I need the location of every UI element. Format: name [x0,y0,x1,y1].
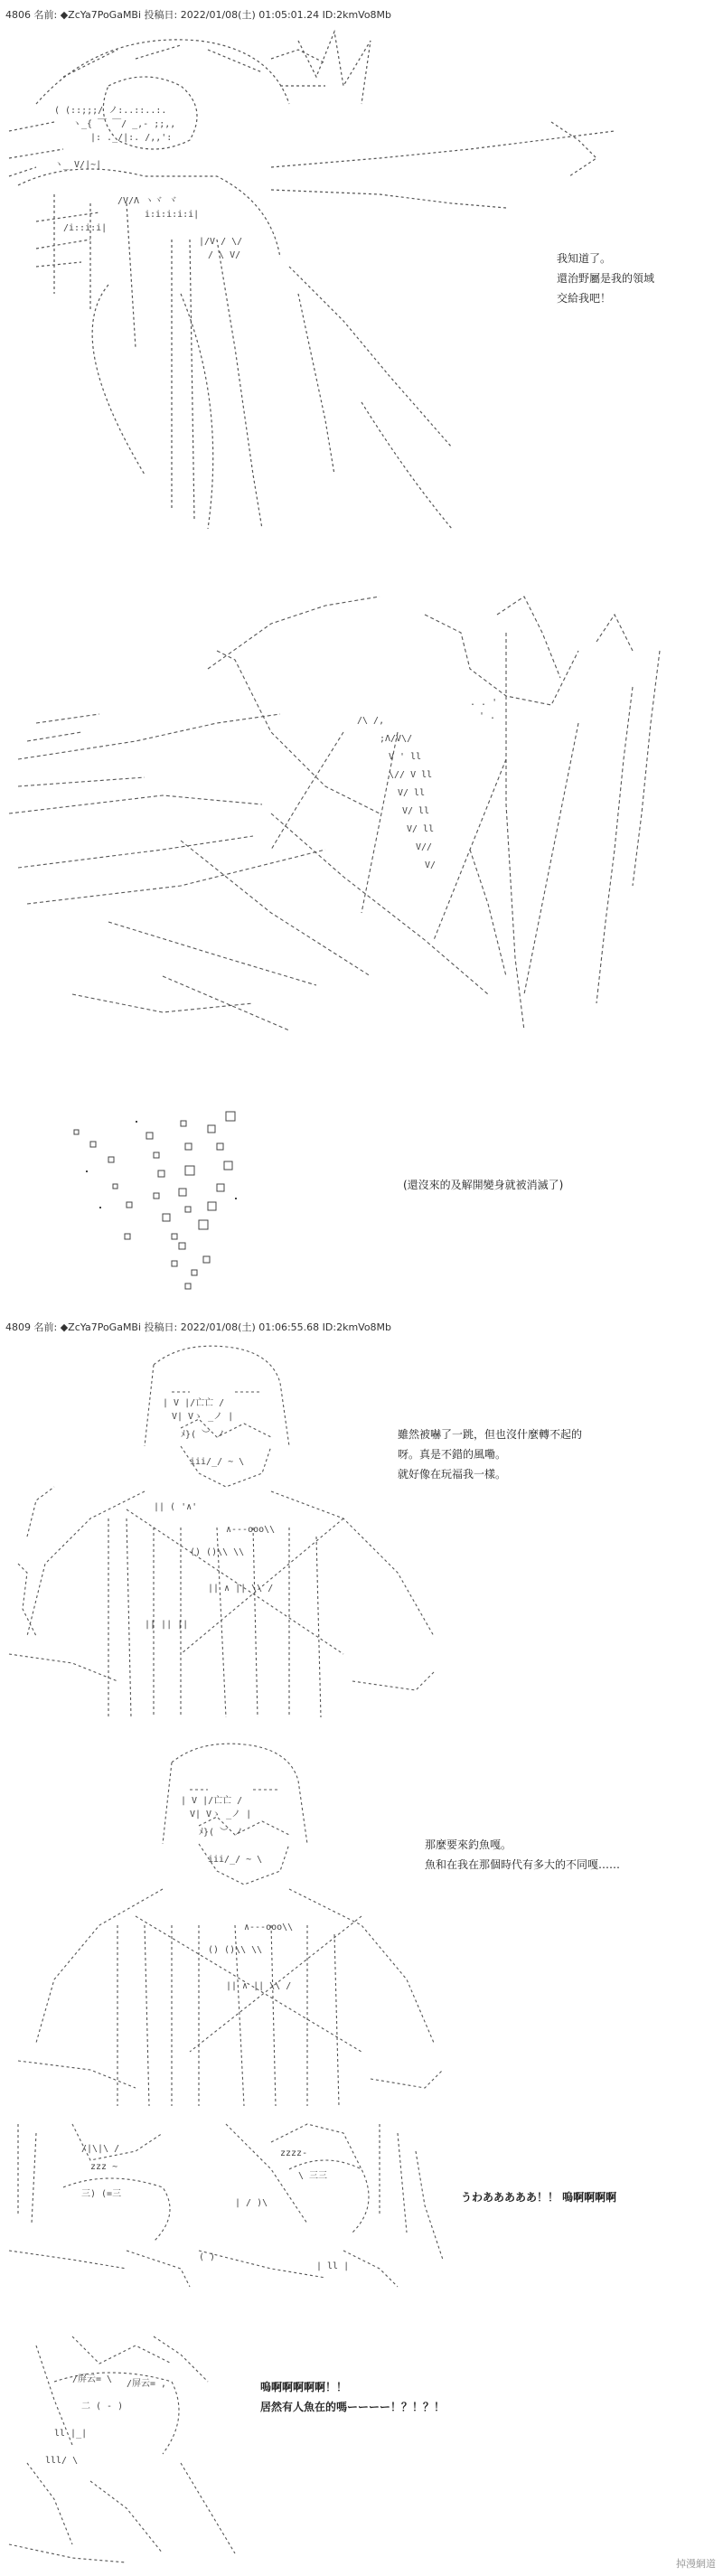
svg-text:V/ ll: V/ ll [398,788,426,798]
svg-text:ﾒ}( ︶ ノ: ﾒ}( ︶ ノ [199,1828,244,1838]
svg-text:() ()\\ \\: () ()\\ \\ [208,1945,263,1955]
shocked-line: 居然有人魚在的嗎ーーーー！？！？！ [260,2401,446,2413]
svg-text:ヽ_{ ￣ ￣/ _,‐ ;;,,: ヽ_{ ￣ ￣/ _,‐ ;;,, [72,119,176,129]
dialogue-line: 就好像在玩福我一樣。 [398,1468,507,1481]
svg-text:V ' ll: V ' ll [389,752,422,762]
svg-text:() ()\\ \\: () ()\\ \\ [190,1547,245,1557]
svg-text:iii/_/ ~ \: iii/_/ ~ \ [190,1457,245,1467]
svg-text:zzzz-: zzzz- [280,2148,308,2158]
explosion-burst-art [0,578,723,1048]
poster-id: ID:2kmVo8Mb [322,1321,392,1333]
svg-text:ll |_|: ll |_| [54,2429,88,2439]
svg-text:|: ._/|:. /,,':: |: ._/|:. /,,': [90,133,173,143]
svg-text:\// V ll: \// V ll [389,770,433,780]
dialogue-line: 呀。真是不錯的風嘞。 [398,1448,507,1461]
shocked-line: 嗚啊啊啊啊啊！！ [260,2381,348,2393]
dialogue-line: 那麼要來釣魚嘎。 [425,1838,512,1851]
narration-line: (還沒來的及解開變身就被消滅了) [403,1179,564,1191]
character-standing-art [0,1338,723,1726]
shocked-dialogue [260,2377,445,2417]
svg-text:二 ( - ): 二 ( - ) [81,2402,124,2411]
svg-text:/|\|\ /: /|\|\ / [81,2144,120,2154]
narration-text [403,1175,563,1195]
svg-text:ﾒ}( ︶ ノ: ﾒ}( ︶ ノ [181,1430,226,1440]
trip-code: ◆ZcYa7PoGaMBi [60,1321,142,1333]
svg-text:( ): ( ) [199,2252,216,2262]
svg-text:| ll |: | ll | [316,2261,350,2271]
svg-text:/屏云= \: /屏云= \ [72,2374,113,2384]
svg-text:V/: V/ [425,860,437,870]
dialogue-line: 魚和在我在那個時代有多大的不同嘎…… [425,1858,621,1871]
svg-text:\ 三三: \ 三三 [298,2171,328,2181]
dialogue-line: 我知道了。 [557,252,612,265]
character-shocked-art [0,2327,723,2571]
svg-text:三) (=三: 三) (=三 [81,2189,122,2199]
dissolving-particles-art [72,1107,325,1324]
dialogue-line: 交給我吧！ [557,292,612,305]
character-fishing-art [0,1735,723,2115]
svg-text:| / )\: | / )\ [235,2198,268,2208]
post-number: 4809 [5,1321,31,1333]
character-dialogue [425,1835,620,1875]
svg-text:V//: V// [416,842,433,852]
name-label: 名前: [33,1321,58,1333]
date-label: 投稿日: [144,1321,178,1333]
svg-text:ヽ_ V/|~|: ヽ_ V/|~| [54,160,102,170]
dialogue-line: 雖然被嚇了一跳，但也沒什麼轉不起的 [398,1428,583,1441]
character-dialogue [398,1424,582,1484]
svg-text:;Λ/V\/: ;Λ/V\/ [380,734,413,744]
svg-text:( (::;;;/ ノ:..::..:.: ( (::;;;/ ノ:..::..:. [54,106,167,116]
svg-text:V/ ll: V/ ll [407,824,435,834]
svg-text:|| || ||: || || || [145,1620,189,1630]
svg-text:/ \ V/: / \ V/ [208,250,241,260]
svg-text:/\ /,: /\ /, [357,716,385,726]
post-date: 2022/01/08(土) 01:06:55.68 [180,1321,320,1333]
svg-text:iii/_/ ~ \: iii/_/ ~ \ [208,1855,263,1865]
svg-text:∧---ooo\\: ∧---ooo\\ [244,1923,294,1932]
svg-text:V| Vゝ _ノ |: V| Vゝ _ノ | [172,1412,234,1422]
svg-text:. . ': . . ' [470,698,498,708]
scream-line: うわあああああ！！ 嗚啊啊啊啊 [461,2191,617,2204]
svg-text:|| ( '∧': || ( '∧' [154,1502,198,1512]
post-header [5,7,391,22]
svg-text:| V |/亡亡 /: | V |/亡亡 / [181,1796,243,1806]
svg-text:/V/Λ ヽヾ ヾ: /V/Λ ヽヾ ヾ [117,196,178,206]
hero-dialogue [557,249,654,308]
svg-text:lll/ \: lll/ \ [45,2456,79,2466]
svg-text:|| ∧ || \\ /: || ∧ || \\ / [226,1981,292,1991]
poster-id: ID:2kmVo8Mb [322,9,392,21]
date-label: 投稿日: [144,9,178,21]
svg-text:|/V / \/: |/V / \/ [199,237,243,247]
svg-text:zzz ~: zzz ~ [90,2162,118,2172]
svg-text:∧---ooo\\: ∧---ooo\\ [226,1525,276,1535]
post-header [5,1320,391,1334]
svg-text:V| Vゝ _ノ |: V| Vゝ _ノ | [190,1810,252,1819]
svg-text:i:i:i:i:i|: i:i:i:i:i| [145,210,200,220]
trip-code: ◆ZcYa7PoGaMBi [60,9,142,21]
dialogue-line: 還治野屬是我的領域 [557,272,655,285]
name-label: 名前: [33,9,58,21]
svg-text:|| ∧ || \\ /: || ∧ || \\ / [208,1584,274,1594]
post-date: 2022/01/08(土) 01:05:01.24 [180,9,320,21]
svg-text:/屏云= ,: /屏云= , [127,2379,167,2389]
site-watermark: 掉漫網道 [676,2558,716,2570]
svg-text:/i::i:i|: /i::i:i| [63,223,108,233]
svg-text:' .: ' . [479,711,496,721]
post-number: 4806 [5,9,31,21]
svg-text:| V |/亡亡 /: | V |/亡亡 / [163,1398,225,1408]
svg-text:V/ ll: V/ ll [402,806,430,816]
scream-text [461,2187,616,2207]
